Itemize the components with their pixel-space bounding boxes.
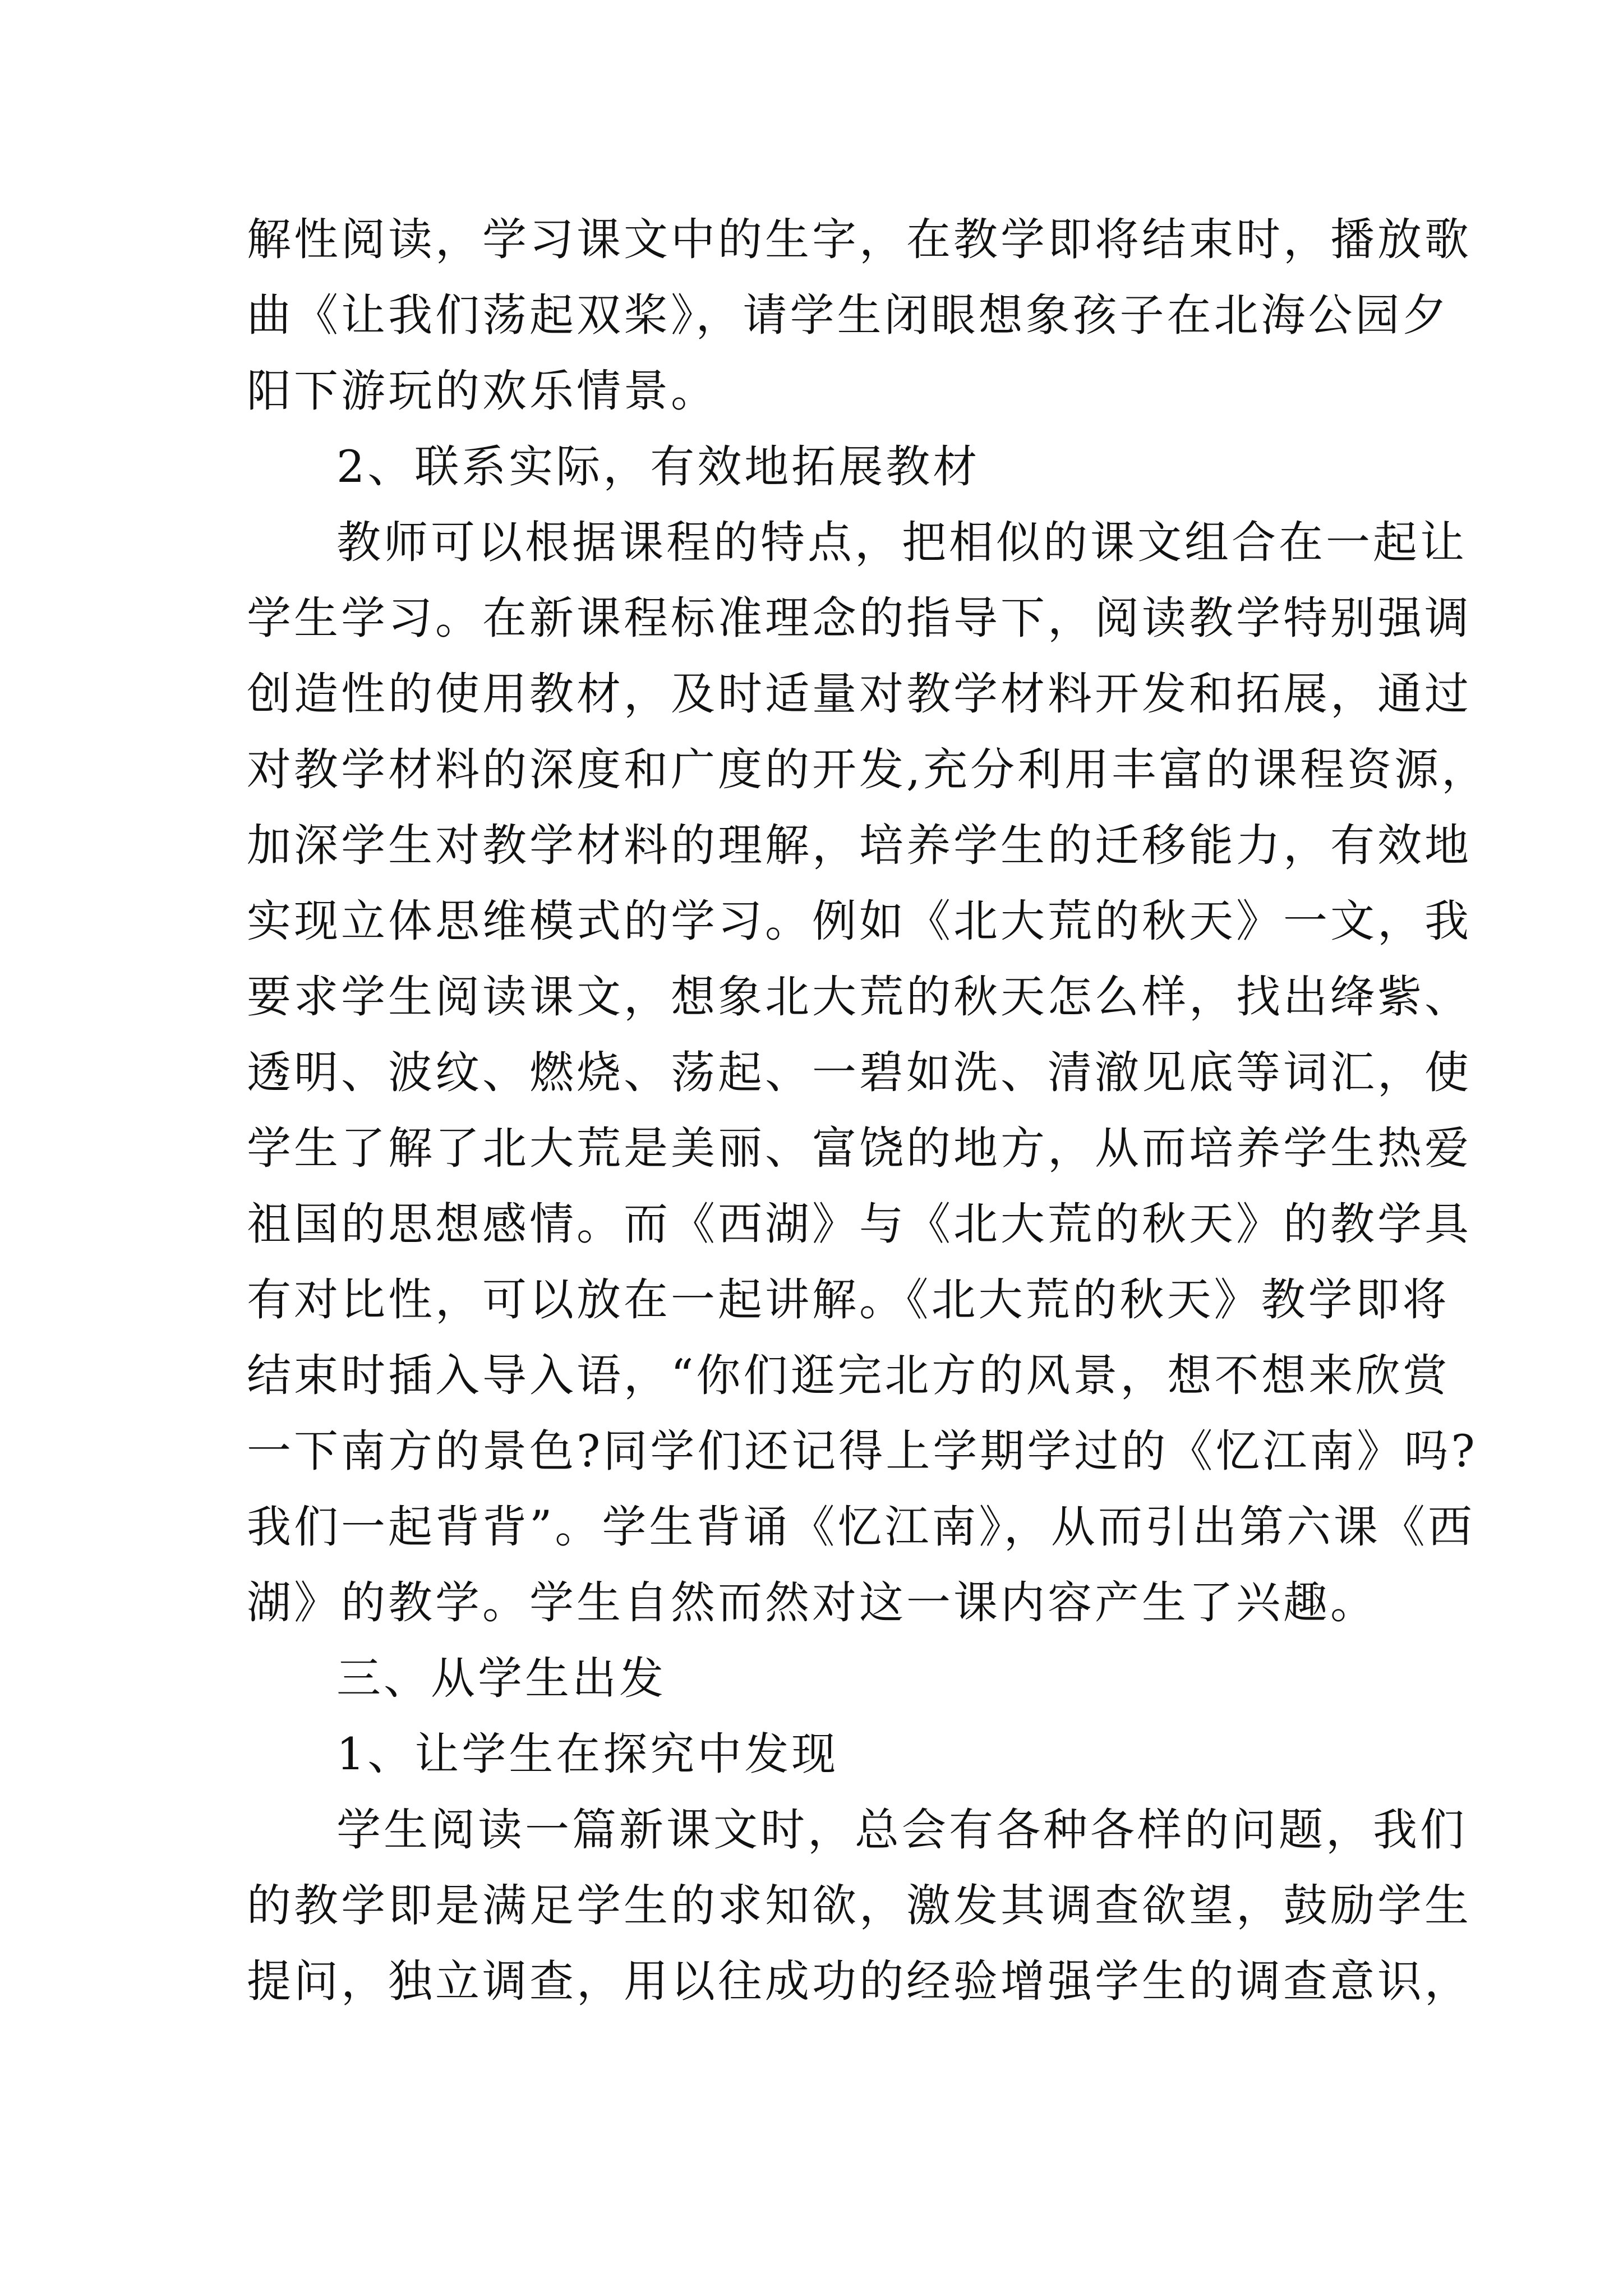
paragraph-start: 学生阅读一篇新课文时，总会有各种各样的问题，我们 xyxy=(336,1804,1467,1856)
text-line: 解性阅读，学习课文中的生字，在教学即将结束时，播放歌 xyxy=(247,214,1472,265)
text-line: 湖》的教学。学生自然而然对这一课内容产生了兴趣。 xyxy=(247,1577,1377,1628)
text-line: 提问，独立调查，用以往成功的经验增强学生的调查意识， xyxy=(247,1955,1472,2007)
text-line: 我们一起背背”。学生背诵《忆江南》，从而引出第六课《西 xyxy=(247,1501,1475,1553)
text-line: 创造性的使用教材，及时适量对教学材料开发和拓展，通过 xyxy=(247,668,1472,720)
text-line: 学生学习。在新课程标准理念的指导下，阅读教学特别强调 xyxy=(247,592,1472,644)
section-heading: 三、从学生出发 xyxy=(336,1653,666,1704)
text-line: 实现立体思维模式的学习。例如《北大荒的秋天》一文，我 xyxy=(247,895,1472,947)
text-line: 的教学即是满足学生的求知欲，激发其调查欲望，鼓励学生 xyxy=(247,1880,1472,1931)
paragraph-start: 教师可以根据课程的特点，把相似的课文组合在一起让 xyxy=(336,517,1467,568)
text-line: 祖国的思想感情。而《西湖》与《北大荒的秋天》的教学具 xyxy=(247,1198,1472,1250)
text-line: 曲《让我们荡起双桨》，请学生闭眼想象孩子在北海公园夕 xyxy=(247,289,1450,341)
text-line: 一下南方的景色?同学们还记得上学期学过的《忆江南》吗? xyxy=(247,1425,1478,1477)
subsection-heading: 1、让学生在探究中发现 xyxy=(336,1728,839,1780)
section-heading: 2、联系实际，有效地拓展教材 xyxy=(336,441,980,493)
text-line: 有对比性，可以放在一起讲解。《北大荒的秋天》教学即将 xyxy=(247,1274,1450,1326)
text-line: 结束时插入导入语，“你们逛完北方的风景，想不想来欣赏 xyxy=(247,1350,1450,1401)
text-line: 透明、波纹、燃烧、荡起、一碧如洗、清澈见底等词汇，使 xyxy=(247,1047,1472,1098)
text-line: 要求学生阅读课文，想象北大荒的秋天怎么样，找出绛紫、 xyxy=(247,971,1472,1023)
text-line: 对教学材料的深度和广度的开发,充分利用丰富的课程资源， xyxy=(247,744,1489,795)
text-line: 学生了解了北大荒是美丽、富饶的地方，从而培养学生热爱 xyxy=(247,1122,1472,1174)
document-body xyxy=(247,202,1489,2019)
text-line: 加深学生对教学材料的理解，培养学生的迁移能力，有效地 xyxy=(247,820,1472,871)
text-line: 阳下游玩的欢乐情景。 xyxy=(247,365,718,417)
